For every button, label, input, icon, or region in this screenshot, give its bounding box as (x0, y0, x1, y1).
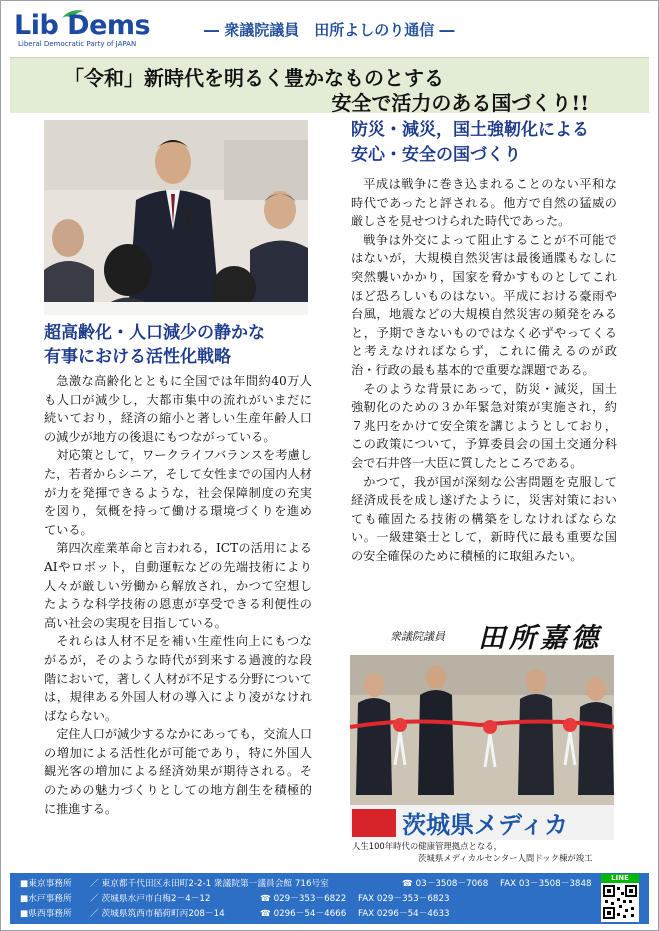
office-name: ■水戸事務所 (20, 894, 72, 904)
signature (390, 614, 620, 652)
office-address: ／ 東京都千代田区永田町2-2-1 衆議院第一議員会館 716号室 (90, 879, 329, 889)
left-article-body (44, 372, 312, 818)
logo-subtitle: Liberal Democratic Party of JAPAN (18, 40, 137, 48)
logo-text: Lib Dems (14, 10, 151, 41)
footer-office-list (10, 873, 649, 924)
office-name: ■東京事務所 (20, 879, 72, 889)
caption-line-1: 人生100年時代の健康管理拠点となる， (352, 841, 502, 851)
line-label: LINE (601, 874, 639, 883)
qr-code-icon (601, 883, 639, 922)
headline-line-1: 「令和」新時代を明るく豊かなものとする (64, 66, 444, 90)
office-address: ／ 茨城県水戸市白梅2－4－12 (90, 894, 211, 904)
office-tel: ☎ 029－353－6822 (260, 894, 347, 904)
paragraph: かつて，我が国が深刻な公害問題を克服して経済成長を成し遂げたように，災害対策においても確固たる技術の構築をしなければならない。一級建築士として，新時代に最も重要な国の安全確保のために積極的に取組みたい。 (351, 474, 617, 563)
headline-banner (10, 57, 649, 113)
ribbon-cutting-photo (350, 655, 614, 840)
right-article-body (351, 175, 617, 565)
right-article-heading (351, 118, 641, 168)
left-heading-line-2: 有事における活性化戦略 (44, 347, 231, 367)
speech-photo (44, 120, 308, 315)
left-article-heading (44, 321, 324, 369)
office-tel: ☎ 03－3508－7068 (402, 879, 489, 889)
paragraph: 第四次産業革命と言われる，ICTの活用によるAIやロボット，自動運転などの先端技術により人々が厳しい労働から解放され，かつて空想したような科学技術の恩恵が享受できる利便性の高い社会の実現を目指している。 (44, 541, 312, 630)
caption-line-2: 茨城県メディカルセンター人間ドック棟が竣工 (418, 853, 593, 863)
right-heading-line-2: 安心・安全の国づくり (351, 145, 521, 165)
office-fax: FAX 029－353－6823 (358, 894, 450, 904)
right-heading-line-1: 防災・減災，国土強靭化による (351, 120, 589, 140)
paragraph: 対応策として，ワークライフバランスを考慮した，若者からシニア，そして女性までの国内人材が力を発揮できるような，社会保障制度の充実を図り，気概を持って働ける環境づくりを進めている。 (44, 448, 312, 537)
sign-text: 茨城県メディカ (402, 811, 569, 839)
office-name: ■県西事務所 (20, 909, 72, 919)
lib-dems-logo (14, 10, 164, 55)
office-fax: FAX 0296－54－4633 (358, 909, 450, 919)
office-fax: FAX 03－3508－3848 (500, 879, 592, 889)
paragraph: それらは人材不足を補い生産性向上にもつながるが，そのような時代が到来する過渡的な段階において，著しく人材が不足する分野については，規律ある外国人材の導入により凌がなければならない。 (44, 634, 312, 723)
photo-caption (352, 840, 622, 864)
office-address: ／ 茨城県筑西市稲荷町丙208－14 (90, 909, 225, 919)
headline-line-2: 安全で活力のある国づくり!! (331, 91, 589, 115)
office-tel: ☎ 0296－54－4666 (260, 909, 347, 919)
paragraph: 平成は戦争に巻き込まれることのない平和な時代であったと評される。他方で自然の猛威の厳しさを見せつけられた時代であった。 (351, 177, 617, 229)
speech-photo-image (44, 120, 308, 315)
line-qr-code[interactable] (601, 874, 639, 922)
signature-title: 衆議院議員 (390, 630, 445, 643)
paragraph: そのような背景にあって，防災・減災，国土強靭化のための３か年緊急対策が実施され，約７兆円をかけて安全策を講じようとしており，この政策について，予算委員会の国土交通分科会で石井啓一大臣に質したところである。 (351, 381, 617, 470)
ribbon-cutting-image (350, 655, 614, 840)
paragraph: 戦争は外交によって阻止することが不可能ではないが，大規模自然災害は最後通牒もなしに突然襲いかかり，国家を脅かすものとしてこれほど恐ろしいものはない。平成における豪雨や台風，地震などの大規模自然災害の頻発をみると，予期できないものではなく必ずやってくると考えなければならず，これに備えるのが政治・行政の最も基本的で重要な課題である。 (351, 232, 617, 377)
left-heading-line-1: 超高齢化・人口減少の静かな (44, 323, 265, 343)
paragraph: 急激な高齢化とともに全国では年間約40万人も人口が減少し，大都市集中の流れがいまだに続いており，経済の縮小と著しい生産年齢人口の減少が地方の後退にもつながっている。 (44, 374, 312, 444)
signature-name: 田所嘉德 (478, 623, 602, 654)
paragraph: 定住人口が減少するなかにあっても，交流人口の増加による活性化が可能であり，特に外国人観光客の増加による経済効果が期待される。そのための魅力づくりとしての地方創生を積極的に推進する。 (44, 727, 313, 816)
page-header (14, 10, 646, 55)
newsletter-title: ― 衆議院議員 田所よしのり通信 ― (204, 21, 455, 39)
